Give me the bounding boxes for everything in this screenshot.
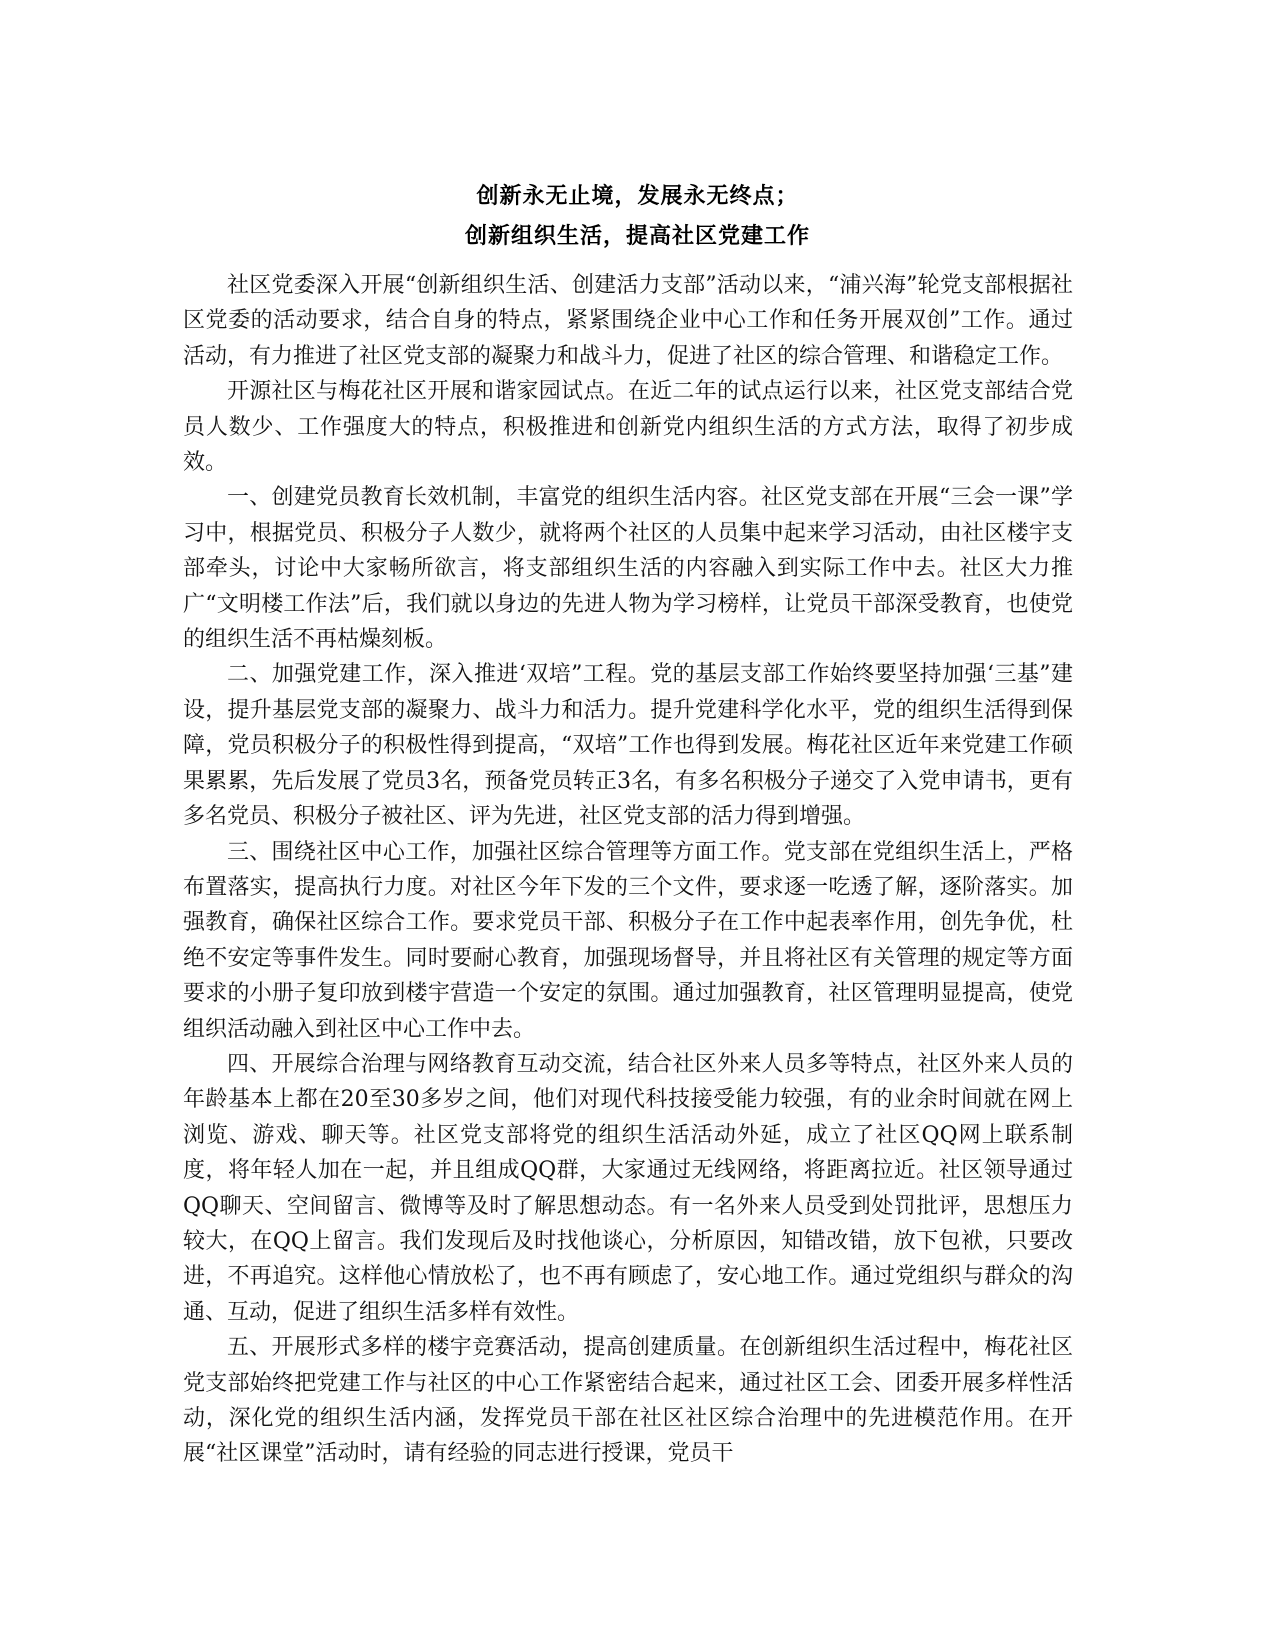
- paragraph-intro: 社区党委深入开展“创新组织生活、创建活力支部”活动以来，“浦兴海”轮党支部根据社区党委的活动要求，结合自身的特点，紧紧围绕企业中心工作和任务开展双创”工作。通过活动，有力推进了社区党支部的凝聚力和战斗力，促进了社区的综合管理、和谐稳定工作。: [183, 273, 1073, 369]
- title-line-2: 创新组织生活，提高社区党建工作: [464, 223, 810, 249]
- paragraph-section-5: 五、开展形式多样的楼宇竞赛活动，提高创建质量。在创新组织生活过程中，梅花社区党支部始终把党建工作与社区的中心工作紧密结合起来，通过社区工会、团委开展多样性活动，深化党的组织生活内涵，发挥党员干部在社区社区综合治理中的先进模范作用。在开展“社区课堂”活动时，请有经验的同志进行授课，党员干: [183, 1335, 1073, 1467]
- paragraph-section-2: 二、加强党建工作，深入推进‘双培”工程。党的基层支部工作始终要坚持加强‘三基”建设，提升基层党支部的凝聚力、战斗力和活力。提升党建科学化水平，党的组织生活得到保障，党员积极分子的积极性得到提高，“双培”工作也得到发展。梅花社区近年来党建工作硕果累累，先后发展了党员3名，预备党员转正3名，有多名积极分子递交了入党申请书，更有多名党员、积极分子被社区、评为先进，社区党支部的活力得到增强。: [183, 662, 1073, 830]
- title-line-1: 创新永无止境，发展永无终点；: [476, 183, 799, 209]
- paragraph-pilot: 开源社区与梅花社区开展和谐家园试点。在近二年的试点运行以来，社区党支部结合党员人数少、工作强度大的特点，积极推进和创新党内组织生活的方式方法，取得了初步成效。: [183, 379, 1073, 476]
- document-body: [183, 268, 1073, 1472]
- paragraph-section-1: 一、创建党员教育长效机制，丰富党的组织生活内容。社区党支部在开展“三会一课”学习中，根据党员、积极分子人数少，就将两个社区的人员集中起来学习活动，由社区楼宇支部牵头，讨论中大家畅所欲言，将支部组织生活的内容融入到实际工作中去。社区大力推广“文明楼工作法”后，我们就以身边的先进人物为学习榜样，让党员干部深受教育，也使党的组织生活不再枯燥刻板。: [183, 485, 1073, 653]
- paragraph-section-4: 四、开展综合治理与网络教育互动交流，结合社区外来人员多等特点，社区外来人员的年龄基本上都在20至30多岁之间，他们对现代科技接受能力较强，有的业余时间就在网上浏览、游戏、聊天等。社区党支部将党的组织生活活动外延，成立了社区QQ网上联系制度，将年轻人加在一起，并且组成QQ群，大家通过无线网络，将距离拉近。社区领导通过QQ聊天、空间留言、微博等及时了解思想动态。有一名外来人员受到处罚批评，思想压力较大，在QQ上留言。我们发现后及时找他谈心，分析原因，知错改错，放下包袱，只要改进，不再追究。这样他心情放松了，也不再有顾虑了，安心地工作。通过党组织与群众的沟通、互动，促进了组织生活多样有效性。: [183, 1051, 1073, 1325]
- document-title: [180, 176, 1095, 256]
- paragraph-section-3: 三、围绕社区中心工作，加强社区综合管理等方面工作。党支部在党组织生活上，严格布置落实，提高执行力度。对社区今年下发的三个文件，要求逐一吃透了解，逐阶落实。加强教育，确保社区综合工作。要求党员干部、积极分子在工作中起表率作用，创先争优，杜绝不安定等事件发生。同时要耐心教育，加强现场督导，并且将社区有关管理的规定等方面要求的小册子复印放到楼宇营造一个安定的氛围。通过加强教育，社区管理明显提高，使党组织活动融入到社区中心工作中去。: [183, 839, 1073, 1042]
